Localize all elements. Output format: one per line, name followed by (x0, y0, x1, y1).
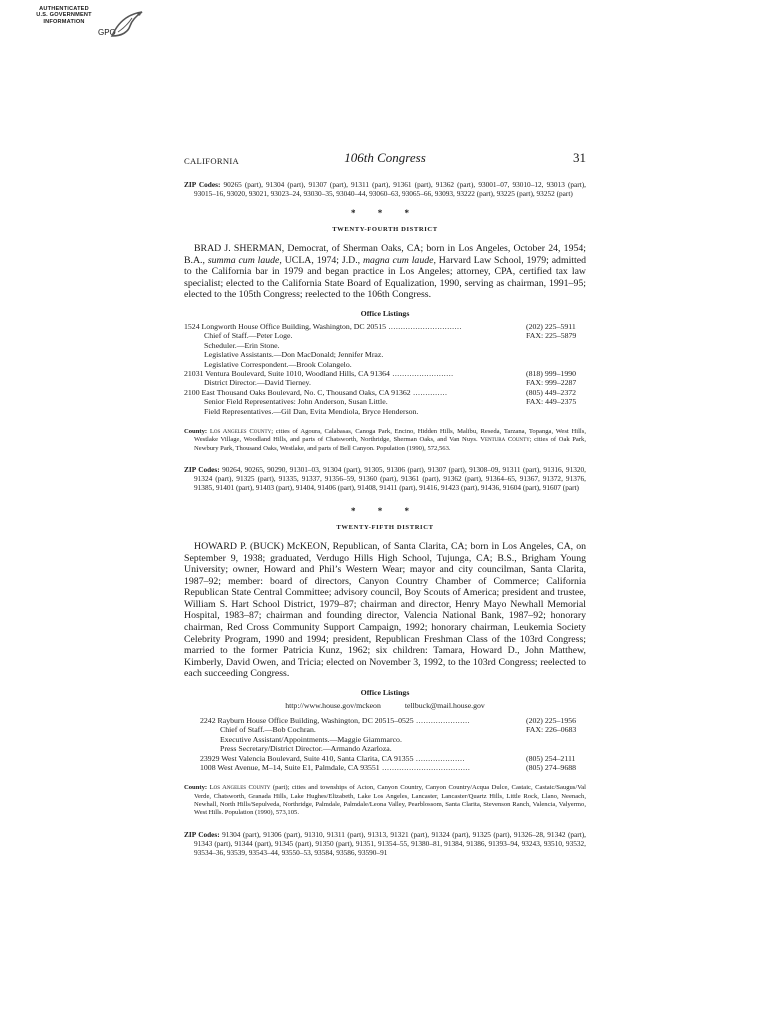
office-staff (200, 735, 518, 744)
seal-line-2: U.S. GOVERNMENT (36, 12, 92, 19)
office-text: 2242 Rayburn House Office Building, Washington, DC 20515–0525 (200, 716, 414, 726)
office-phone (518, 407, 586, 416)
office-text: Legislative Assistants.—Don MacDonald; Jennifer Mraz. (204, 350, 384, 360)
office-staff (184, 331, 518, 340)
office-phone: (202) 225–1956 (526, 716, 577, 726)
office-phone: FAX: 449–2375 (526, 397, 577, 407)
office-address (184, 322, 518, 331)
office-row (200, 735, 586, 744)
bio-text: , UCLA, 1974; J.D., (279, 254, 363, 266)
zip-text: 91304 (part), 91306 (part), 91310, 91311 (part), 91313, 91321 (part), 91324 (part), 91325 (part), 91326–28, 91342 (part), 91343 (part), 91344 (part), 91345 (part), 91350 (part), 91351, 91354–55, 91380–81, 91384, 91386, 91393–94, 93243, 93510, 93532, 93534–36, 93539, 93543–44, 93550–53, 93584, 93586, 93590–91 (194, 829, 587, 857)
zip-label: ZIP Codes: (184, 180, 221, 189)
state-label: CALIFORNIA (184, 156, 240, 166)
leader-dots: ...................... (413, 716, 471, 726)
office-row (184, 331, 586, 340)
office-text: Chief of Staff.—Bob Cochran. (220, 725, 316, 735)
bio-text: , Harvard Law School, 1979; admitted to the California bar in 1979 and began practice in Los Angeles; attorney, CPA, certified tax law specialist; elected to the California State Board of Equalization, 1990, serving as chairman, 1991–95; elected to the 105th Congress; reelected to the 106th Congress. (184, 254, 586, 301)
office-row (184, 360, 586, 369)
office-row (200, 744, 586, 753)
office-text: 1524 Longworth House Office Building, Washington, DC 20515 (184, 321, 387, 331)
leader-dots: .................................... (379, 763, 471, 773)
office-listings-24 (184, 322, 586, 416)
office-address (200, 716, 518, 725)
office-phone: (805) 449–2372 (526, 387, 577, 397)
office-staff (200, 744, 518, 753)
office-row (184, 350, 586, 359)
leader-dots: .............................. (386, 321, 462, 331)
zip-label: ZIP Codes: (184, 464, 220, 474)
leader-dots: ......................... (389, 369, 454, 378)
office-staff (184, 397, 518, 406)
office-row (184, 388, 586, 397)
contact-links (184, 701, 586, 710)
office-phone (518, 341, 586, 350)
office-text: Chief of Staff.—Peter Loge. (204, 331, 293, 341)
office-row (184, 341, 586, 350)
zip-codes-24 (184, 465, 586, 492)
bio-italic: magna cum laude (362, 254, 434, 266)
office-text: Press Secretary/District Director.—Armando Azarloza. (220, 744, 392, 754)
office-text: Senior Field Representatives: John Anderson, Susan Little. (204, 397, 388, 407)
office-staff (200, 725, 518, 734)
county-name: Los Angeles County (209, 784, 271, 792)
member-bio-mckeon: HOWARD P. (BUCK) McKEON, Republican, of Santa Clarita, CA; born in Los Angeles, CA, on September 9, 1938; graduated, Verdugo Hills High School, Tujunga, CA; B.S., Brigham Young University; owner, Howard and Phil’s Western Wear; mayor and city councilman, Santa Clarita, 1987–92; member: board of directors, Canyon Country Chamber of Commerce; California Republican State Central Committee; advisory council, Boy Scouts of America; president and trustee, William S. Hart School District, 1979–87; chairman and director, Henry Mayo Newhall Memorial Hospital, 1983–87; chairman and founding director, Valencia National Bank, 1987–92; honorary chairman, Red Cross Community Support Campaign, 1992; honorary chairman, Leukemia Society Celebrity Program, 1990 and 1994; president, Republican Freshman Class of the 103rd Congress; married to the former Patricia Kunz, 1962; six children: Tamara, Howard D., John Matthew, Kimberly, David Owen, and Tricia; elected on November 3, 1992, to the 103rd Congress; reelected to each succeeding Congress. (184, 540, 586, 680)
county-label: County: (184, 784, 208, 792)
office-phone: FAX: 226–0683 (526, 725, 577, 735)
county-text: ; cities of Oak Park, Newbury Park, Thousand Oaks, Westlake, and parts of Bell Canyon. Population (1990), 572,563. (194, 436, 586, 452)
office-phone: (202) 225–5911 (526, 321, 576, 331)
office-address (184, 369, 518, 378)
county-name: Ventura County (480, 436, 530, 444)
zip-codes-23rd (184, 180, 586, 198)
office-row (184, 322, 586, 331)
section-separator: * * * (351, 208, 419, 218)
office-row (184, 397, 586, 406)
office-staff (184, 360, 518, 369)
office-text: Legislative Correspondent.—Brook Colangelo. (204, 359, 352, 369)
zip-text: 90264, 90265, 90290, 91301–03, 91304 (part), 91305, 91306 (part), 91307 (part), 91308–09, 91311 (part), 91316, 91320, 91324 (part), 91325 (part), 91335, 91337, 91356–59, 91360 (part), 91361 (part), 91362 (part), 91364–65, 91367, 91372, 91376, 91385, 91401 (part), 91403 (part), 91404, 91406 (part), 91408, 91411 (part), 91416, 91423 (part), 91436, 91604 (part), 91607 (part) (194, 464, 586, 492)
member-bio-sherman (184, 243, 586, 301)
office-text: 21031 Ventura Boulevard, Suite 1010, Woodland Hills, CA 91364 (184, 369, 390, 378)
office-phone (518, 360, 586, 369)
office-phone: (818) 999–1990 (526, 369, 577, 378)
office-listings-heading: Office Listings (360, 308, 410, 318)
bio-italic: summa cum laude (207, 254, 280, 266)
county-info-24 (184, 428, 586, 453)
zip-label: ZIP Codes: (184, 829, 220, 839)
county-text: (part); cities and townships of Acton, Canyon Country, Canyon Country/Acqua Dulce, Castaic, Castaic/Saugus/Val Verde, Chatsworth, Granada Hills, Lake Hughes/Elizabeth, Lake Los Angeles, Lancaster, Lancaster/Quartz Hills, Little Rock, Llano, Neenach, Newhall, North Hills/Sepulveda, Northridge, Palmdale, Palmdale/Leona Valley, Pearblossom, Santa Clarita, Stevenson Ranch, Valencia, Valyermo, West Hills. Population (1990), 573,105. (194, 784, 586, 817)
document-page (184, 150, 586, 857)
office-address (184, 388, 518, 397)
office-phone: (805) 274–9688 (526, 763, 577, 773)
office-text: Executive Assistant/Appointments.—Maggie Giammarco. (220, 734, 402, 744)
office-staff (184, 407, 518, 416)
office-row (200, 763, 586, 772)
office-row (184, 407, 586, 416)
office-address (200, 754, 518, 763)
running-header (184, 150, 586, 170)
office-text: 1008 West Avenue, M–14, Suite E1, Palmdale, CA 93551 (200, 763, 380, 773)
bio-text: BRAD J. SHERMAN, Democrat, of Sherman Oaks, CA; born in Los Angeles, October 24, 1954; B.A., (184, 243, 586, 266)
county-info-25 (184, 784, 586, 817)
county-name: Los Angeles County (209, 428, 272, 436)
page-number: 31 (573, 150, 586, 165)
office-listings-25 (200, 716, 586, 772)
county-text: ; cities of Agoura, Calabasas, Canoga Park, Encino, Hidden Hills, Malibu, Reseda, Tarzana, Topanga, West Hills, Westlake Village, Woodland Hills, and parts of Chatsworth, Northridge, Sherman Oaks, and Van Nuys. (194, 428, 586, 444)
office-text: District Director.—David Tierney. (204, 378, 311, 388)
office-row (200, 725, 586, 734)
office-phone (518, 350, 586, 359)
office-staff (184, 350, 518, 359)
district-heading-25: TWENTY-FIFTH DISTRICT (336, 523, 434, 531)
section-separator: * * * (351, 505, 419, 516)
seal-line-1: AUTHENTICATED (39, 6, 89, 12)
gpo-authentication-seal (18, 4, 148, 48)
congress-title: 106th Congress (344, 150, 426, 165)
zip-codes-25 (184, 830, 586, 857)
seal-gpo-label: GPO (98, 28, 116, 37)
office-phone: FAX: 225–5879 (526, 331, 577, 341)
eagle-icon (108, 6, 148, 46)
zip-text: 90265 (part), 91304 (part), 91307 (part), 91311 (part), 91361 (part), 91362 (part), 93001–07, 93010–12, 93013 (part), 93015–16, 93020, 93021, 93023–24, 93030–35, 93040–44, 93060–63, 93065–66, 93093, 93222 (part), 93225 (part), 93252 (part) (194, 180, 586, 198)
office-phone (518, 735, 586, 744)
office-phone: FAX: 999–2287 (526, 378, 577, 388)
office-text: 23929 West Valencia Boulevard, Suite 410, Santa Clarita, CA 91355 (200, 753, 414, 763)
office-listings-heading: Office Listings (360, 688, 410, 698)
seal-text (18, 6, 110, 25)
seal-line-3: INFORMATION (43, 18, 85, 25)
email-link[interactable]: tellbuck@mail.house.gov (404, 701, 485, 711)
leader-dots: .............. (410, 387, 448, 397)
office-row (200, 716, 586, 725)
office-staff (184, 378, 518, 387)
office-row (184, 369, 586, 378)
office-staff (184, 341, 518, 350)
office-address (200, 763, 518, 772)
office-text: Scheduler.—Erin Stone. (204, 340, 280, 350)
office-text: 2100 East Thousand Oaks Boulevard, No. C, Thousand Oaks, CA 91362 (184, 387, 411, 397)
office-row (200, 754, 586, 763)
office-row (184, 378, 586, 387)
county-label: County: (184, 428, 208, 436)
office-text: Field Representatives.—Gil Dan, Evita Mendiola, Bryce Henderson. (204, 406, 419, 416)
office-phone: (805) 254–2111 (526, 753, 576, 763)
leader-dots: .................... (413, 753, 465, 763)
district-heading-24: TWENTY-FOURTH DISTRICT (332, 226, 438, 233)
office-phone (518, 744, 586, 753)
website-link[interactable]: http://www.house.gov/mckeon (285, 701, 381, 711)
